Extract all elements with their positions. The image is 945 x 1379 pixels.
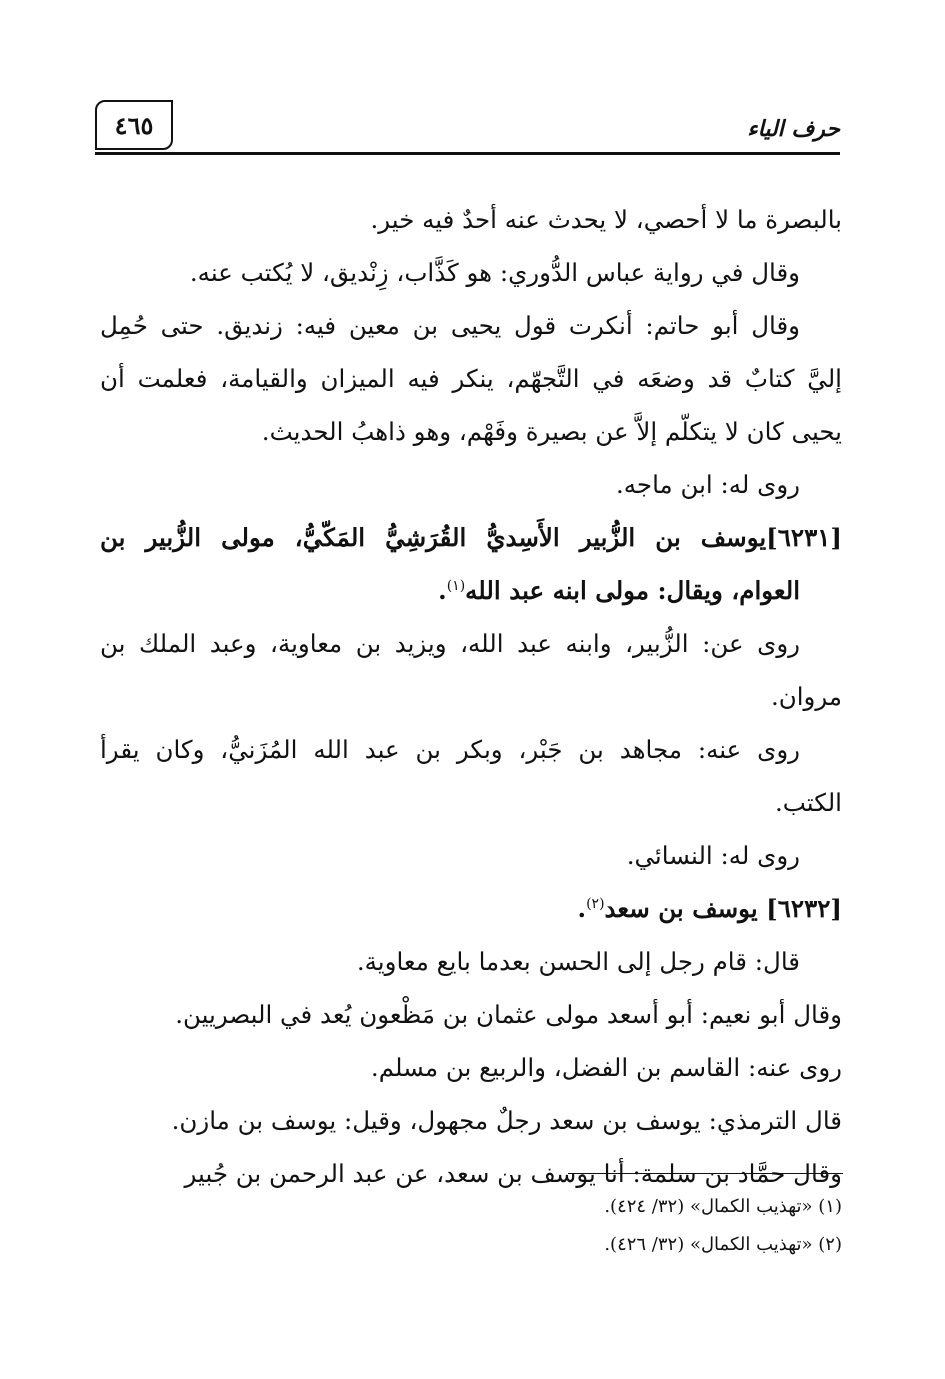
text-line: وقال حمَّاد بن سلمة: أنا يوسف بن سعد، عن عبد الرحمن بن جُبير [184,1159,842,1188]
entry-end: . [577,894,587,923]
footnote-marker: (٢) [586,895,605,912]
page-number: ٤٦٥ [95,100,173,150]
entry-title: العوام، ويقال: مولى ابنه عبد الله [465,576,800,605]
footnotes [100,1188,842,1264]
body-text [100,193,842,1200]
text-line: قال: قام رجل إلى الحسن بعدما بايع معاوية. [356,947,800,976]
text-line: روى عن: الزُّبير، وابنه عبد الله، ويزيد بن معاوية، وعبد الملك بن [100,629,800,658]
text-line: روى عنه: مجاهد بن جَبْر، وبكر بن عبد الله المُزَنيُّ، وكان يقرأ [100,735,800,764]
text-line: وقال في رواية عباس الدُّوري: هو كَذَّاب، زِنْديق، لا يُكتب عنه. [189,258,800,287]
entry-title: يوسف بن سعد [604,894,758,923]
text-line: وقال أبو نعيم: أبو أسعد مولى عثمان بن مَظْعون يُعد في البصريين. [175,1000,842,1029]
entry-heading [100,882,842,935]
text-line: روى له: النسائي. [626,841,800,870]
running-title: حرف الياء [747,116,840,142]
header-rule [95,152,840,155]
entry-end: . [438,576,447,605]
text-line: روى له: ابن ماجه. [616,470,800,499]
text-line: إليَّ كتابٌ قد وضعَه في التَّجهّم، ينكر فيه الميزان والقيامة، فعلمت أن [100,364,842,393]
footnote-separator [568,1173,843,1174]
entry-number: [٦٢٣٢] [766,894,842,923]
text-line: قال الترمذي: يوسف بن سعد رجلٌ مجهول، وقيل: يوسف بن مازن. [171,1106,842,1135]
entry-title: يوسف بن الزُّبير الأَسِديُّ القُرَشِيُّ المَكّيُّ، مولى الزُّبير بن [100,523,767,552]
text-line: بالبصرة ما لا أحصي، لا يحدث عنه أحدٌ فيه خير. [370,205,842,234]
entry-heading [100,511,842,564]
text-line: روى عنه: القاسم بن الفضل، والربيع بن مسلم. [370,1053,842,1082]
footnote-1: (١) «تهذيب الكمال» (٣٢/ ٤٢٤). [604,1196,842,1217]
page-header [95,100,840,158]
footnote-marker: (١) [446,577,466,594]
entry-heading-continued [100,564,842,617]
entry-number: [٦٢٣١] [766,523,842,552]
text-line: الكتب. [774,788,842,817]
footnote-2: (٢) «تهذيب الكمال» (٣٢/ ٤٢٦). [604,1234,842,1255]
text-line: يحيى كان لا يتكلّم إلاَّ عن بصيرة وفَهْم، وهو ذاهبُ الحديث. [261,417,842,446]
text-line: مروان. [770,682,842,711]
text-line: وقال أبو حاتم: أنكرت قول يحيى بن معين فيه: زنديق. حتى حُمِل [100,311,801,340]
